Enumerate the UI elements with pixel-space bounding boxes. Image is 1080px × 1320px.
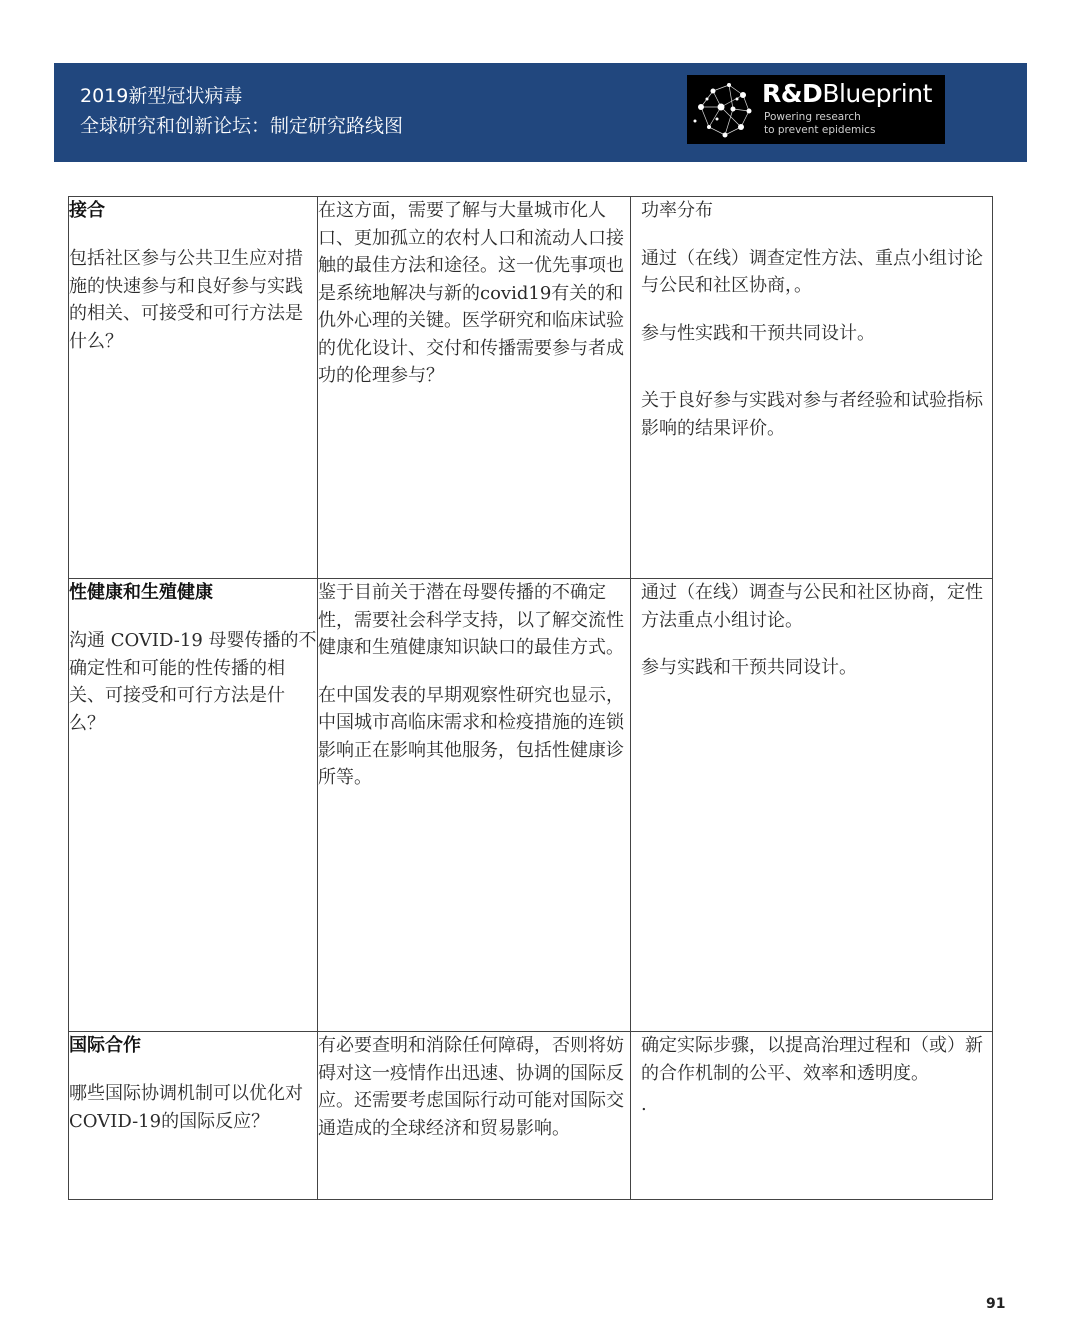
methods-paragraph: 确定实际步骤，以提高治理过程和（或）新的合作机制的公平、效率和透明度。 [641,1035,983,1084]
page-number: 91 [986,1296,1006,1312]
methods-paragraph: 参与性实践和干预共同设计。 [641,322,875,344]
logo-tagline [764,111,875,137]
context-paragraph: 有必要查明和消除任何障碍，否则将妨碍对这一疫情作出迅速、协调的国际反应。还需要考虑国际行动可能对国际交通造成的全球经济和贸易影响。 [318,1035,624,1139]
topic-cell [69,1032,318,1200]
context-paragraph: 在这方面，需要了解与大量城市化人口、更加孤立的农村人口和流动人口接触的最佳方法和途径。这一优先事项也是系统地解决与新的covid19有关的和仇外心理的关键。医学研究和临床试验的优化设计、交付和传播需要参与者成功的伦理参与？ [318,200,624,386]
topic-question: 包括社区参与公共卫生应对措施的快速参与和良好参与实践的相关、可接受和可行方法是什么？ [69,248,303,352]
methods-cell [631,1032,993,1200]
context-cell [318,1032,631,1200]
table-row [69,579,993,1032]
header-title-line1: 2019新型冠状病毒 [80,85,243,107]
context-cell [318,579,631,1032]
rd-blueprint-logo [687,75,945,144]
topic-cell [69,197,318,579]
methods-paragraph: 功率分布 [641,200,713,221]
methods-cell [631,579,993,1032]
topic-title: 接合 [69,200,105,221]
topic-question: 沟通 COVID-19 母婴传播的不确定性和可能的性传播的相关、可接受和可行方法是什么？ [69,630,317,734]
logo-tagline-line2: to prevent epidemics [764,124,876,136]
methods-paragraph: 通过（在线）调查与公民和社区协商，定性方法重点小组讨论。 [641,582,983,631]
header-title-line2: 全球研究和创新论坛：制定研究路线图 [80,115,404,137]
logo-wordmark-bold: R&D [762,79,823,108]
context-paragraph: 在中国发表的早期观察性研究也显示，中国城市高临床需求和检疫措施的连锁影响正在影响其他服务，包括性健康诊所等。 [318,684,624,788]
logo-wordmark-regular: Blueprint [822,79,932,108]
topic-title: 国际合作 [69,1035,141,1056]
research-priorities-table [68,196,993,1200]
table-row [69,1032,993,1200]
context-paragraph: 鉴于目前关于潜在母婴传播的不确定性，需要社会科学支持，以了解交流性健康和生殖健康知识缺口的最佳方式。 [318,582,624,658]
header-title [80,81,403,141]
methods-paragraph: 关于良好参与实践对参与者经验和试验指标影响的结果评价。 [641,390,983,439]
topic-question: 哪些国际协调机制可以优化对COVID-19的国际反应？ [69,1083,303,1132]
table-row [69,197,993,579]
methods-paragraph: . [641,1094,647,1115]
logo-tagline-line1: Powering research [764,111,861,123]
network-globe-icon [691,77,755,141]
methods-paragraph: 参与实践和干预共同设计。 [641,657,857,678]
context-cell [318,197,631,579]
page-header [54,63,1027,162]
topic-cell [69,579,318,1032]
methods-cell [631,197,993,579]
methods-paragraph: 通过（在线）调查定性方法、重点小组讨论与公民和社区协商，。 [641,247,983,296]
topic-title: 性健康和生殖健康 [69,582,213,603]
logo-wordmark [762,79,932,108]
